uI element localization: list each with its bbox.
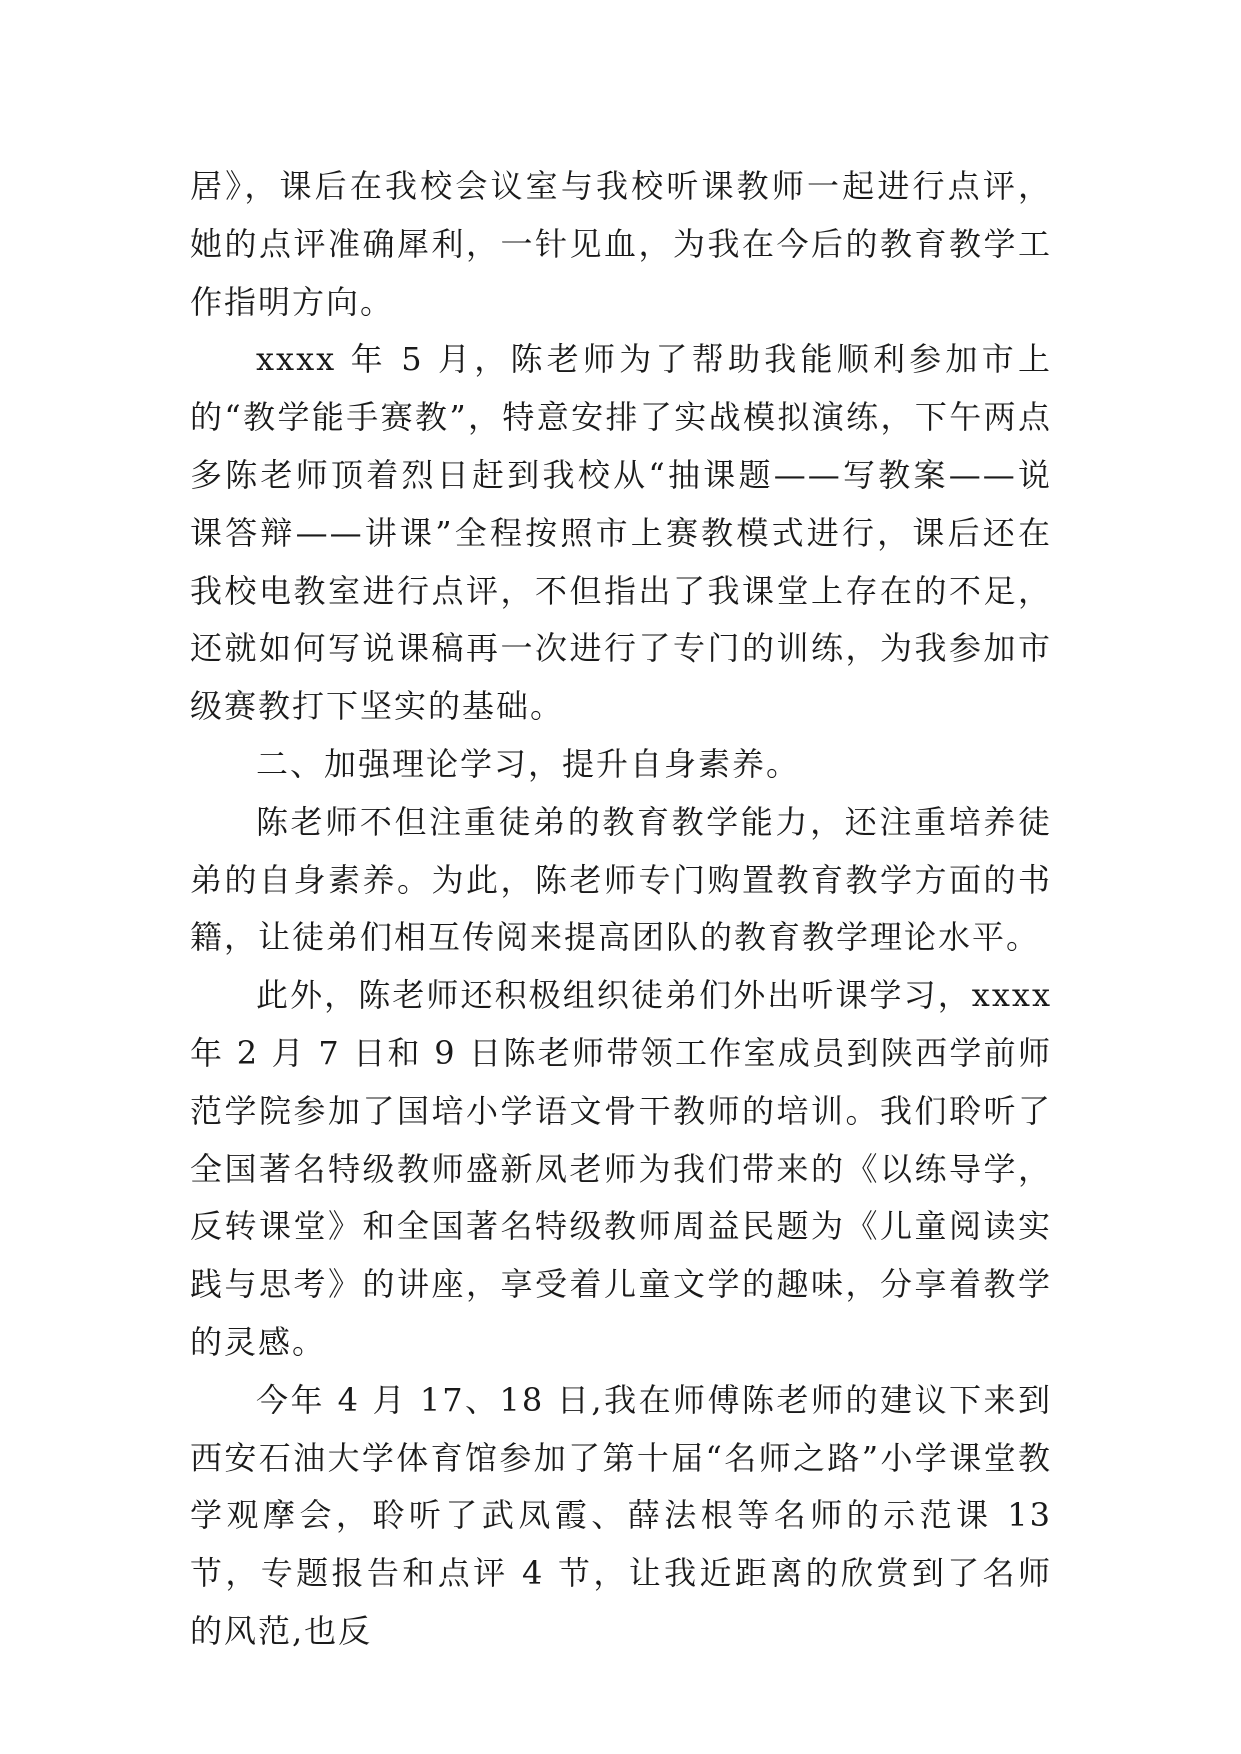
paragraph-2: xxxx 年 5 月，陈老师为了帮助我能顺利参加市上的“教学能手赛教”，特意安排了实战模拟演练，下午两点多陈老师顶着烈日赶到我校从“抽课题——写教案——说课答辩——讲课”全程按照市上赛教模式进行，课后还在我校电教室进行点评，不但指出了我课堂上存在的不足，还就如何写说课稿再一次进行了专门的训练，为我参加市级赛教打下坚实的基础。 xyxy=(190,340,1052,726)
section-heading: 二、加强理论学习，提升自身素养。 xyxy=(256,744,801,783)
paragraph-5: 今年 4 月 17、18 日,我在师傅陈老师的建议下来到西安石油大学体育馆参加了第十届“名师之路”小学课堂教学观摩会，聆听了武凤霞、薛法根等名师的示范课 13 节，专题报告和点评 4 节，让我近距离的欣赏到了名师的风范,也反 xyxy=(190,1380,1052,1650)
paragraph-4: 此外，陈老师还积极组织徒弟们外出听课学习，xxxx 年 2 月 7 日和 9 日陈老师带领工作室成员到陕西学前师范学院参加了国培小学语文骨干教师的培训。我们聆听了全国著名特级教师盛新凤老师为我们带来的《以练导学，反转课堂》和全国著名特级教师周益民题为《儿童阅读实践与思考》的讲座，享受着儿童文学的趣味，分享着教学的灵感。 xyxy=(190,976,1052,1361)
document-body xyxy=(190,158,1052,1661)
paragraph-3: 陈老师不但注重徒弟的教育教学能力，还注重培养徒弟的自身素养。为此，陈老师专门购置教育教学方面的书籍，让徒弟们相互传阅来提高团队的教育教学理论水平。 xyxy=(190,802,1052,957)
paragraph-1: 居》，课后在我校会议室与我校听课教师一起进行点评，她的点评准确犀利，一针见血，为我在今后的教育教学工作指明方向。 xyxy=(190,167,1052,321)
